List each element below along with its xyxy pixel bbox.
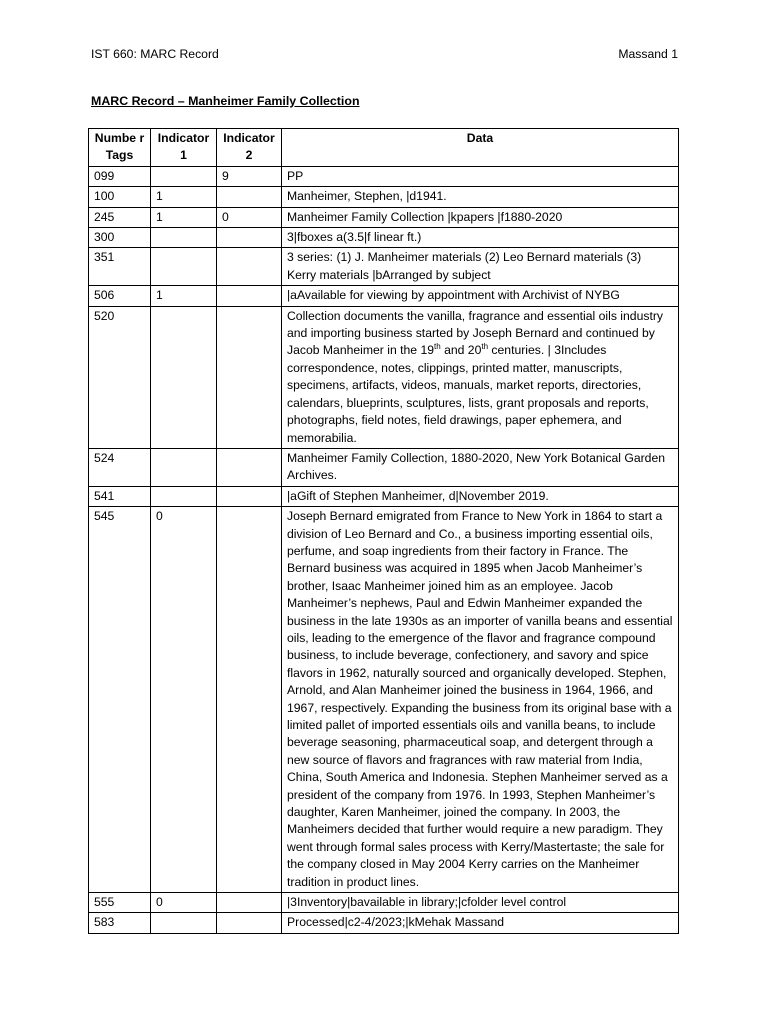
indicator1-cell	[151, 306, 217, 448]
data-cell: |3Inventory|bavailable in library;|cfolder level control	[282, 893, 679, 913]
data-text-part: Collection documents the vanilla, fragrance and essential oils industry and importing business started by Joseph Bernard and continued by Jacob Manheimer in the 19	[287, 308, 663, 358]
indicator2-cell	[217, 248, 282, 286]
table-row	[89, 486, 679, 506]
indicator1-cell	[151, 486, 217, 506]
tag-cell: 245	[89, 207, 151, 227]
data-cell: Joseph Bernard emigrated from France to New York in 1864 to start a division of Leo Bernard and Co., a business importing essential oils, perfume, and soap ingredients from their factory in France. The Bernard business was acquired in 1895 when Jacob Manheimer’s brother, Isaac Manheimer joined him as an employee. Jacob Manheimer’s nephews, Paul and Edwin Manheimer expanded the business in the late 1930s as an importer of vanilla beans and essential oils, leading to the emergence of the flavor and fragrance compound business, to include beverage, confectionery, and savory and spice flavors in 1962, naturally sourced and organically developed. Stephen, Arnold, and Alan Manheimer joined the business in 1964, 1966, and 1967, respectively. Expanding the business from its original base with a limited pallet of imported essentials oils and vanilla beans, to include beverage seasoning, pharmaceutical soap, and detergent through a new source of flavors and fragrances with raw material from India, China, South America and Indonesia. Stephen Manheimer served as a president of the company from 1976. In 1993, Stephen Manheimer’s daughter, Karen Manheimer, joined the company. In 2003, the Manheimers decided that further would require a new paradigm. They went through formal sales process with Kerry/Mastertaste; the sale for the company closed in May 2004 Kerry carries on the Manheimer tradition in product lines.	[282, 507, 679, 893]
indicator2-cell	[217, 228, 282, 248]
indicator2-cell	[217, 448, 282, 486]
indicator2-cell	[217, 913, 282, 933]
indicator2-cell	[217, 286, 282, 306]
data-cell: PP	[282, 166, 679, 186]
table-row	[89, 286, 679, 306]
indicator2-cell	[217, 187, 282, 207]
page-label: Massand 1	[618, 47, 678, 61]
column-header-data: Data	[282, 129, 679, 167]
table-row	[89, 306, 679, 448]
data-cell: 3|fboxes a(3.5|f linear ft.)	[282, 228, 679, 248]
data-cell: Manheimer, Stephen, |d1941.	[282, 187, 679, 207]
data-cell: 3 series: (1) J. Manheimer materials (2) Leo Bernard materials (3) Kerry materials |bArranged by subject	[282, 248, 679, 286]
table-row	[89, 187, 679, 207]
indicator2-cell: 0	[217, 207, 282, 227]
indicator2-cell	[217, 507, 282, 893]
table-header-row	[89, 129, 679, 167]
indicator1-cell	[151, 913, 217, 933]
indicator1-cell	[151, 248, 217, 286]
course-title: IST 660: MARC Record	[91, 47, 219, 61]
indicator2-cell: 9	[217, 166, 282, 186]
ordinal-suffix: th	[481, 342, 489, 352]
marc-record-table	[88, 128, 679, 934]
column-header-indicator-2: Indicator 2	[217, 129, 282, 167]
data-cell: Manheimer Family Collection, 1880-2020, New York Botanical Garden Archives.	[282, 448, 679, 486]
indicator1-cell: 0	[151, 507, 217, 893]
data-text-part: and 20	[440, 343, 482, 358]
tag-cell: 520	[89, 306, 151, 448]
data-cell: |aGift of Stephen Manheimer, d|November 2019.	[282, 486, 679, 506]
tag-cell: 099	[89, 166, 151, 186]
tag-cell: 555	[89, 893, 151, 913]
indicator1-cell	[151, 166, 217, 186]
indicator1-cell: 0	[151, 893, 217, 913]
tag-cell: 100	[89, 187, 151, 207]
tag-cell: 583	[89, 913, 151, 933]
indicator2-cell	[217, 486, 282, 506]
running-header	[91, 47, 678, 65]
tag-cell: 524	[89, 448, 151, 486]
data-cell: |aAvailable for viewing by appointment with Archivist of NYBG	[282, 286, 679, 306]
data-cell	[282, 306, 679, 448]
table-row	[89, 228, 679, 248]
tag-cell: 506	[89, 286, 151, 306]
table-row	[89, 507, 679, 893]
tag-cell: 541	[89, 486, 151, 506]
table-row	[89, 448, 679, 486]
column-header-indicator-1: Indicator 1	[151, 129, 217, 167]
data-cell: Processed|c2-4/2023;|kMehak Massand	[282, 913, 679, 933]
table-row	[89, 913, 679, 933]
tag-cell: 300	[89, 228, 151, 248]
tag-cell: 351	[89, 248, 151, 286]
indicator2-cell	[217, 893, 282, 913]
table-row	[89, 248, 679, 286]
indicator2-cell	[217, 306, 282, 448]
indicator1-cell: 1	[151, 187, 217, 207]
indicator1-cell: 1	[151, 207, 217, 227]
data-cell: Manheimer Family Collection |kpapers |f1880-2020	[282, 207, 679, 227]
tag-cell: 545	[89, 507, 151, 893]
indicator1-cell: 1	[151, 286, 217, 306]
table-row	[89, 893, 679, 913]
table-row	[89, 166, 679, 186]
document-title: MARC Record – Manheimer Family Collection	[91, 94, 360, 108]
table-row	[89, 207, 679, 227]
column-header-tags: Numbe r Tags	[89, 129, 151, 167]
indicator1-cell	[151, 228, 217, 248]
ordinal-suffix: th	[434, 342, 441, 352]
data-text-part: centuries. | 3Includes correspondence, notes, clippings, printed matter, manuscripts, specimens, artifacts, videos, manuals, market reports, directories, calendars, blueprints, sculptures, lists, grant proposals and reports, photographs, field notes, field drawings, paper ephemera, and memorabilia.	[287, 343, 649, 445]
indicator1-cell	[151, 448, 217, 486]
